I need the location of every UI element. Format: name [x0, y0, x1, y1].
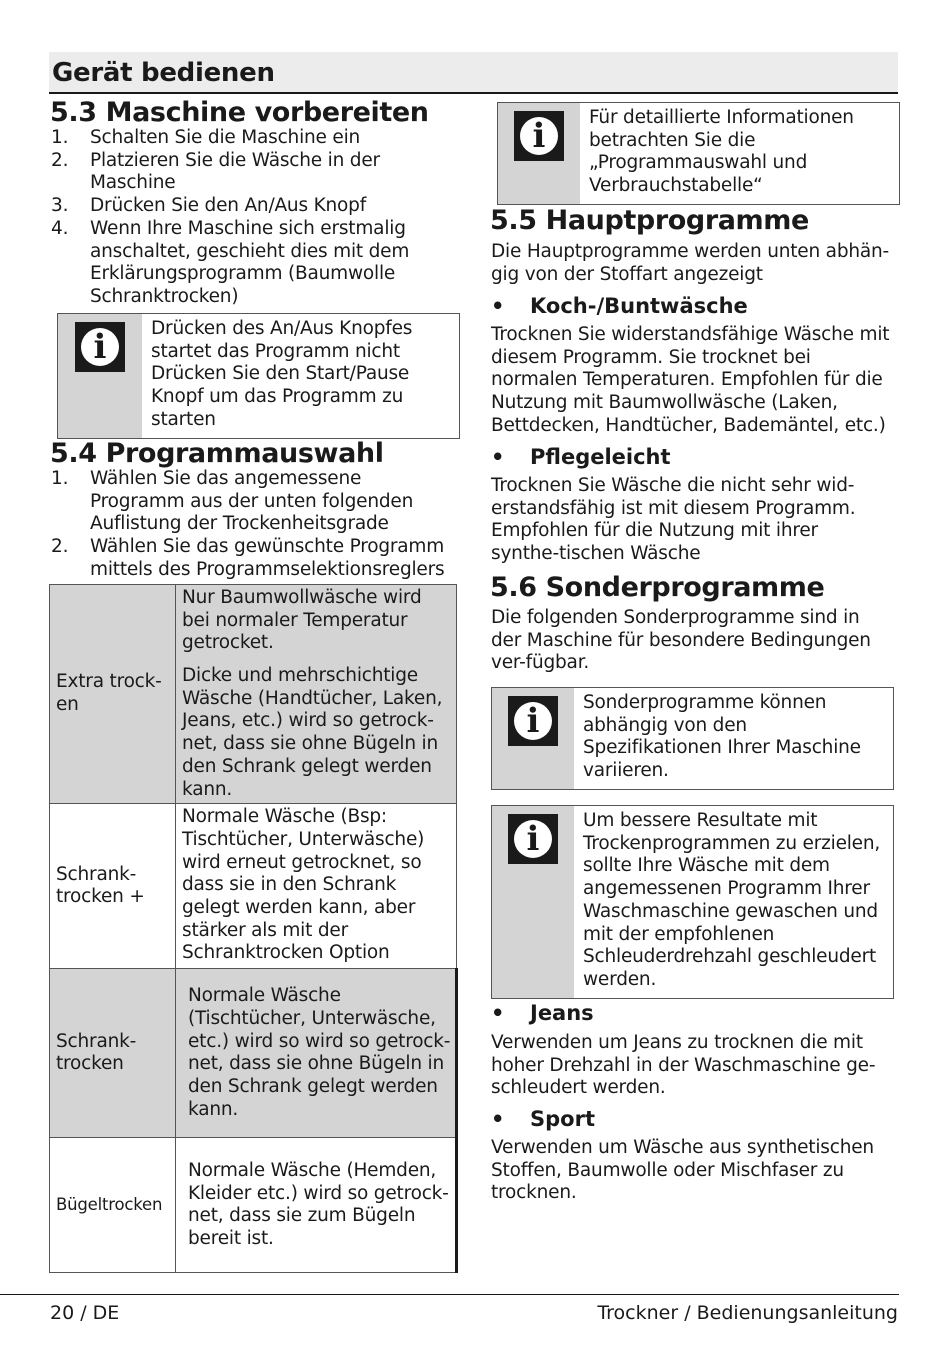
info-text: Sonderprogramme können abhängig von den Spezifikationen Ihrer Maschine variieren. — [583, 692, 861, 782]
intro-5-6: Die folgenden Sonderprogramme sind in der Maschine für besondere Bedingungen ver-fügbar. — [491, 607, 871, 674]
info-box-start — [57, 313, 460, 439]
program-description: Verwenden um Wäsche aus synthetischen Stoffen, Baumwolle oder Mischfaser zu trocknen. — [491, 1137, 874, 1204]
heading-5-3: 5.3 Maschine vorbereiten — [50, 97, 429, 128]
table-cell-description: Normale Wäsche (Hemden, Kleider etc.) wird so getrock-net, dass sie zum Bügeln bereit ist. — [176, 1138, 457, 1273]
info-box-results — [491, 805, 894, 999]
table-row — [50, 969, 457, 1138]
list-item: 3. Drücken Sie den An/Aus Knopf — [51, 195, 367, 217]
document-title: Trockner / Bedienungsanleitung — [597, 1302, 898, 1324]
list-item: 1. Wählen Sie das angemessene Programm aus der unten folgenden Auflistung der Trockenheitsgrade — [51, 468, 414, 535]
table-cell-description: Normale Wäsche (Bsp: Tischtücher, Unterwäsche) wird erneut getrocknet, so dass sie in den Schrank gelegt werden kann, aber stärker als mit der Schranktrocken Option — [176, 804, 457, 969]
program-heading: • Koch-/Buntwäsche — [491, 294, 748, 318]
table-cell-program: Schrank-trocken + — [50, 804, 176, 969]
program-description: Trocknen Sie Wäsche die nicht sehr wid-erstandsfähig ist mit diesem Programm. Empfohlen für die Nutzung mit ihrer synthe-tischen Wäsche — [491, 475, 856, 565]
steps-5-4 — [51, 468, 461, 582]
list-item: 1. Schalten Sie die Maschine ein — [51, 127, 361, 148]
program-heading: • Jeans — [491, 1001, 594, 1025]
list-item: 4. Wenn Ihre Maschine sich erstmalig anschaltet, geschieht dies mit dem Erklärungsprogramm (Baumwolle Schranktrocken) — [51, 217, 410, 307]
table-cell-description: Dicke und mehrschichtige Wäsche (Handtücher, Laken, Jeans, etc.) wird so getrock-net, dass sie ohne Bügeln in den Schrank gelegt werden kann. — [176, 661, 457, 804]
table-row — [50, 1138, 457, 1273]
table-cell-program: Bügeltrocken — [50, 1138, 176, 1273]
info-icon: i — [508, 696, 558, 746]
program-description: Trocknen Sie widerstandsfähige Wäsche mit diesem Programm. Sie trocknet bei normalen Temperaturen. Empfohlen für die Nutzung mit Baumwollwäsche (Laken, Bettdecken, Handtücher, Bademäntel, etc.) — [491, 324, 890, 436]
info-text: Um bessere Resultate mit Trockenprogrammen zu erzielen, sollte Ihre Wäsche mit dem angemessenen Programm Ihrer Waschmaschine gewaschen und mit der empfohlenen Schleuderdrehzahl geschleudert werden. — [583, 810, 881, 990]
heading-5-5: 5.5 Hauptprogramme — [490, 205, 809, 236]
table-cell-description: Nur Baumwollwäsche wird bei normaler Temperatur getrocket. — [176, 585, 457, 662]
info-text: Drücken des An/Aus Knopfes startet das Programm nicht Drücken Sie den Start/Pause Knopf um das Programm zu starten — [151, 318, 413, 430]
page-number: 20 / DE — [50, 1302, 120, 1324]
section-header-title: Gerät bedienen — [52, 58, 275, 88]
info-icon: i — [75, 322, 125, 372]
steps-5-3 — [51, 127, 421, 309]
intro-5-5: Die Hauptprogramme werden unten abhän-gig von der Stoffart angezeigt — [491, 241, 890, 285]
footer-divider — [0, 1294, 899, 1295]
heading-5-4: 5.4 Programmauswahl — [50, 438, 384, 469]
heading-5-6: 5.6 Sonderprogramme — [490, 572, 825, 603]
info-box-special — [491, 687, 894, 790]
info-text: Für detaillierte Informationen betrachten Sie die „Programmauswahl und Verbrauchstabelle“ — [589, 107, 854, 197]
info-box-details — [497, 102, 900, 205]
table-cell-program: Extra trock-en — [50, 585, 176, 804]
info-icon: i — [514, 111, 564, 161]
table-row — [50, 585, 457, 662]
program-heading: • Sport — [491, 1107, 595, 1131]
program-description: Verwenden um Jeans zu trocknen die mit hoher Drehzahl in der Waschmaschine ge-schleudert werden. — [491, 1032, 876, 1099]
table-cell-program: Schrank-trocken — [50, 969, 176, 1138]
list-item: 2. Wählen Sie das gewünschte Programm mittels des Programmselektionsreglers — [51, 536, 445, 580]
table-row — [50, 804, 457, 969]
drying-levels-table — [49, 584, 458, 1273]
table-cell-description: Normale Wäsche (Tischtücher, Unterwäsche, etc.) wird so wird so getrock-net, dass sie ohne Bügeln in den Schrank gelegt werden kann. — [176, 969, 457, 1138]
program-heading: • Pflegeleicht — [491, 445, 671, 469]
info-icon: i — [508, 814, 558, 864]
list-item: 2. Platzieren Sie die Wäsche in der Maschine — [51, 149, 380, 194]
